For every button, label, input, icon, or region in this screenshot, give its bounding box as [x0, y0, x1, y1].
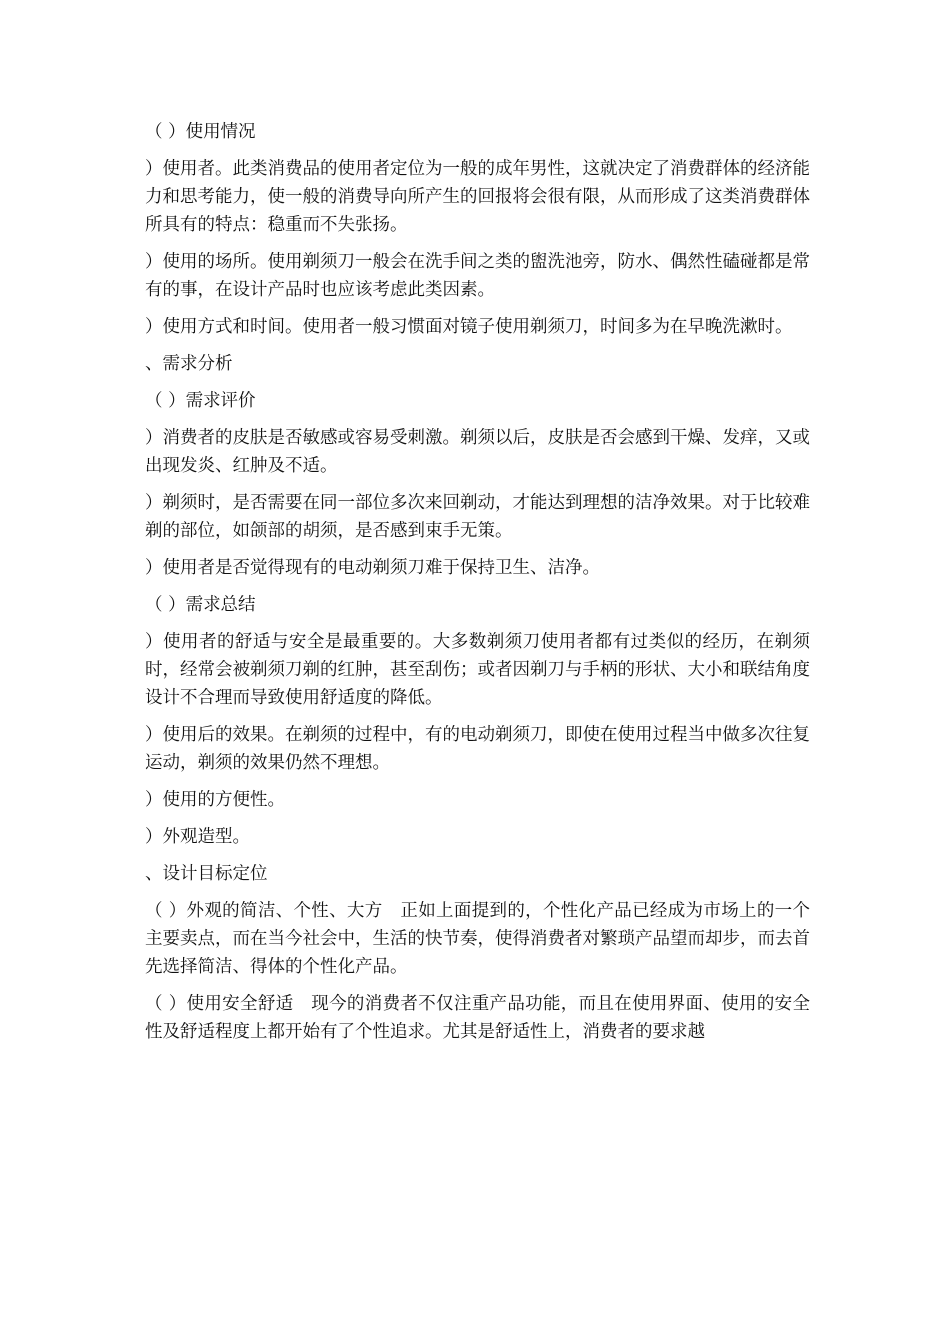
paragraph-usage-heading: （ ）使用情况 — [145, 122, 256, 142]
paragraph-convenience: ）使用的方便性。 — [145, 790, 285, 810]
paragraph-hygiene: ）使用者是否觉得现有的电动剃须刀难于保持卫生、洁净。 — [145, 558, 600, 578]
paragraph-skin-sensitivity: ）消费者的皮肤是否敏感或容易受刺激。剃须以后，皮肤是否会感到干燥、发痒，又或出现发炎、红肿及不适。 — [145, 428, 810, 476]
section-heading-design-goal: 、设计目标定位 — [145, 864, 268, 884]
paragraph-effect: ）使用后的效果。在剃须的过程中，有的电动剃须刀，即使在使用过程当中做多次往复运动，剃须的效果仍然不理想。 — [145, 725, 810, 773]
subheading-needs-summary: （ ）需求总结 — [145, 595, 256, 615]
paragraph-appearance: ）外观造型。 — [145, 827, 250, 847]
paragraph-user: ）使用者。此类消费品的使用者定位为一般的成年男性，这就决定了消费群体的经济能力和思考能力，使一般的消费导向所产生的回报将会很有限，从而形成了这类消费群体所具有的特点：稳重而不失张扬。 — [145, 159, 810, 235]
paragraph-safe-comfortable: （ ）使用安全舒适 现今的消费者不仅注重产品功能，而且在使用界面、使用的安全性及舒适程度上都开始有了个性追求。尤其是舒适性上，消费者的要求越 — [145, 994, 810, 1042]
paragraph-method-time: ）使用方式和时间。使用者一般习惯面对镜子使用剃须刀，时间多为在早晚洗漱时。 — [145, 317, 793, 337]
paragraph-simple-appearance: （ ）外观的简洁、个性、大方 正如上面提到的，个性化产品已经成为市场上的一个主要卖点，而在当今社会中，生活的快节奏，使得消费者对繁琐产品望而却步，而去首先选择简洁、得体的个性化产品。 — [145, 901, 810, 977]
paragraph-repeat-shaving: ）剃须时，是否需要在同一部位多次来回剃动，才能达到理想的洁净效果。对于比较难剃的部位，如颌部的胡须，是否感到束手无策。 — [145, 493, 810, 541]
paragraph-comfort-safety: ）使用者的舒适与安全是最重要的。大多数剃须刀使用者都有过类似的经历，在剃须时，经常会被剃须刀剃的红肿，甚至刮伤；或者因剃刀与手柄的形状、大小和联结角度设计不合理而导致使用舒适度的降低。 — [145, 632, 810, 708]
paragraph-location: ）使用的场所。使用剃须刀一般会在洗手间之类的盥洗池旁，防水、偶然性磕碰都是常有的事，在设计产品时也应该考虑此类因素。 — [145, 252, 810, 300]
document-body — [145, 118, 810, 1055]
subheading-needs-evaluation: （ ）需求评价 — [145, 391, 256, 411]
section-heading-needs-analysis: 、需求分析 — [145, 354, 233, 374]
